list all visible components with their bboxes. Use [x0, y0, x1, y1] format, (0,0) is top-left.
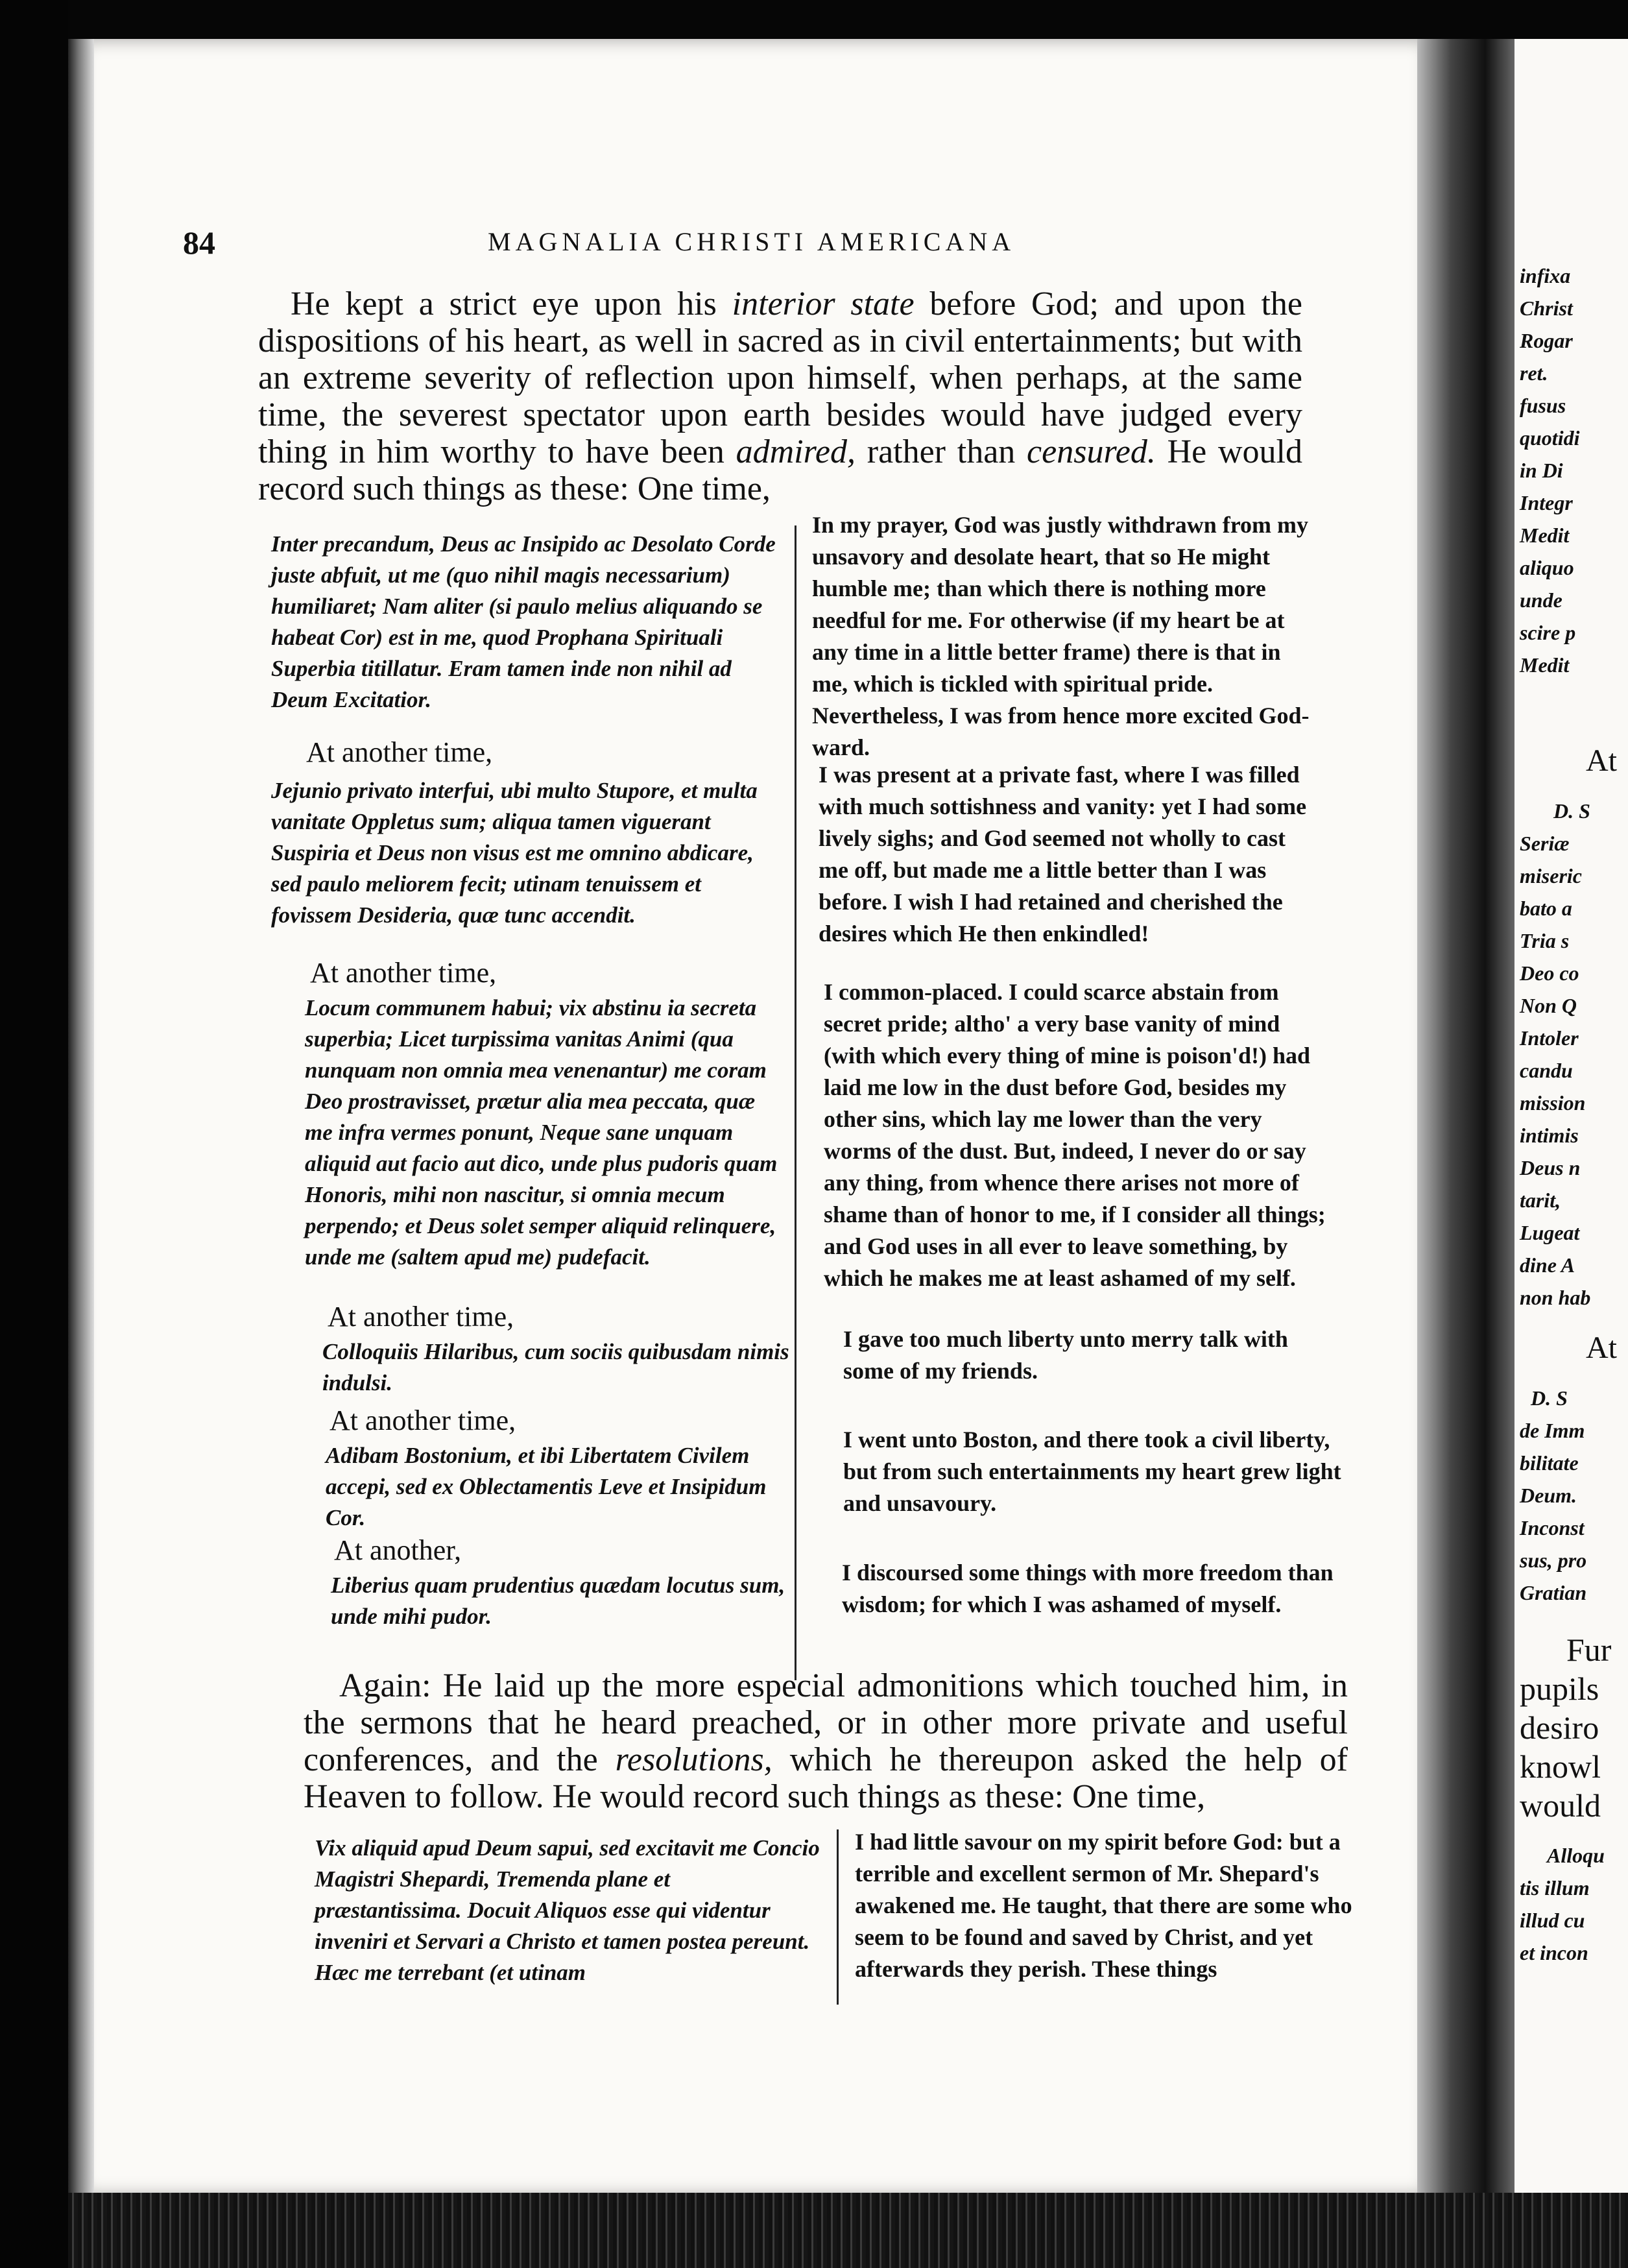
- facing-line: scire p: [1520, 621, 1576, 644]
- facing-line: Deus n: [1520, 1156, 1581, 1179]
- facing-line: tarit,: [1520, 1188, 1561, 1212]
- english-entry-final: I had little savour on my spirit before God: but a terrible and excellent sermon of Mr. Shepard's awakened me. He taught, that there are some who seem to be found and saved by Christ, and yet afterwards they perish. These things: [855, 1829, 1352, 1982]
- facing-line: unde: [1520, 588, 1562, 612]
- english-entry-4: I gave too much liberty unto merry talk with some of my friends.: [843, 1326, 1288, 1384]
- facing-line: Intoler: [1520, 1026, 1579, 1050]
- latin-entry-2: Jejunio privato interfui, ubi multo Stupore, et multa vanitate Oppletus sum; aliqua tamen viguerant Suspiria et Deus non visus est me omnino abdicare, sed paulo meliorem fecit; utinam tenuissem et fovissem Desideria, quæ tunc accendit.: [271, 778, 758, 928]
- facing-line: Deum.: [1520, 1484, 1577, 1507]
- column-divider-lower: [837, 1829, 839, 2005]
- facing-prose-line: desiro: [1520, 1709, 1599, 1746]
- again-paragraph: [304, 1667, 1348, 1815]
- again-text-2: which he thereupon asked the help of Heaven to follow. He would record such things as these: One time,: [304, 1741, 1348, 1815]
- at-another-time-2: At another time,: [310, 957, 497, 989]
- intro-emph-admired: admired,: [736, 433, 856, 470]
- facing-line: candu: [1520, 1059, 1573, 1082]
- facing-line: ret.: [1520, 361, 1548, 385]
- page-number: 84: [183, 224, 215, 261]
- facing-line: tis illum: [1520, 1876, 1590, 1900]
- at-another-4: At another,: [334, 1534, 462, 1566]
- facing-prose-line: pupils: [1520, 1671, 1599, 1707]
- facing-line: quotidi: [1520, 426, 1580, 450]
- facing-line: intimis: [1520, 1124, 1579, 1147]
- intro-emph-censured: censured.: [1027, 433, 1156, 470]
- facing-line: Medit: [1520, 653, 1570, 677]
- facing-line: Seriæ: [1520, 832, 1570, 855]
- facing-line: Integr: [1520, 491, 1573, 514]
- facing-line: Alloqu: [1547, 1844, 1605, 1867]
- intro-emph-interior-state: interior state: [732, 285, 915, 322]
- english-entry-3: I common-placed. I could scarce abstain from secret pride; altho' a very base vanity of mind (with which every thing of mine is poison'd!) had laid me low in the dust before God, besides my other sins, which lay me lower than the very worms of the dust. But, indeed, I never do or say any thing, from whence there arises not more of shame than of honor to me, if I consider all things; and God uses in all ever to leave something, by which he makes me at least ashamed of my self.: [824, 979, 1326, 1291]
- facing-line: Rogar: [1520, 329, 1573, 352]
- facing-line: Christ: [1520, 296, 1573, 320]
- at-another-time-3: At another time,: [328, 1301, 514, 1333]
- facing-line: Inconst: [1520, 1516, 1585, 1539]
- facing-prose-line: Fur: [1566, 1632, 1612, 1668]
- english-entry-6: I discoursed some things with more freedom than wisdom; for which I was ashamed of myself.: [842, 1560, 1334, 1617]
- english-entry-1: In my prayer, God was justly withdrawn from my unsavory and desolate heart, that so He might humble me; than which there is nothing more needful for me. For otherwise (if my heart be at any time in a little better frame) there is that in me, which is tickled with spiritual pride. Nevertheless, I was from hence more excited God-ward.: [812, 512, 1310, 760]
- facing-line: aliquo: [1520, 556, 1574, 579]
- intro-text-2: before God; and upon the dispositions of his heart, as well in sacred as in civil entertainments; but with an extreme severity of reflection upon himself, when perhaps, at the same time, the severest spectator upon earth besides would have judged every thing in him worthy to have been: [258, 285, 1303, 470]
- english-entry-2: I was present at a private fast, where I was filled with much sottishness and vanity: yet I had some lively sighs; and God seemed not wholly to cast me off, but made me a little better than I was before. I wish I had retained and cherished the desires which He then enkindled!: [819, 762, 1307, 947]
- facing-line: mission: [1520, 1091, 1586, 1115]
- latin-entry-6: Liberius quam prudentius quædam locutus sum, unde mihi pudor.: [331, 1573, 785, 1629]
- facing-line: in Di: [1520, 459, 1563, 482]
- facing-page-85: [1514, 39, 1628, 2199]
- facing-line: sus, pro: [1520, 1549, 1587, 1572]
- page-edge-shadow: [68, 39, 94, 2196]
- latin-entry-5: Adibam Bostonium, et ibi Libertatem Civilem accepi, sed ex Oblectamentis Leve et Insipidum Cor.: [326, 1443, 767, 1530]
- intro-text-3: rather than: [856, 433, 1027, 470]
- facing-line: infixa: [1520, 264, 1571, 287]
- latin-entry-1: Inter precandum, Deus ac Insipido ac Desolato Corde juste abfuit, ut me (quo nihil magis necessarium) humiliaret; Nam aliter (si paulo melius aliquando se habeat Cor) est in me, quod Prophana Spirituali Superbia titillatur. Eram tamen inde non nihil ad Deum Excitatior.: [271, 531, 776, 712]
- page-header: [183, 224, 1324, 276]
- at-another-time-4: At another time,: [329, 1405, 516, 1436]
- facing-line: dine A: [1520, 1253, 1575, 1277]
- facing-line: Gratian: [1520, 1581, 1587, 1604]
- facing-line: illud cu: [1520, 1909, 1585, 1932]
- facing-line: Medit: [1520, 524, 1570, 547]
- latin-entry-3: Locum communem habui; vix abstinu ia secreta superbia; Licet turpissima vanitas Animi (qua nunquam non omnia mea venenantur) me coram Deo prostravisset, prætur alia mea peccata, quæ me infra vermes ponunt, Neque sane unquam aliquid aut facio aut dico, unde plus pudoris quam Honoris, mihi non nascitur, si omnia mecum perpendo; et Deus solet semper aliquid relinquere, unde me (saltem apud me) pudefacit.: [305, 995, 778, 1270]
- intro-text-4: He would record such things as these: One time,: [258, 433, 1302, 507]
- facing-line: et incon: [1520, 1941, 1588, 1964]
- facing-line: D. S: [1553, 799, 1590, 823]
- facing-line: de Imm: [1520, 1419, 1585, 1442]
- facing-line: D. S: [1531, 1386, 1568, 1410]
- facing-line: Non Q: [1520, 994, 1577, 1017]
- facing-line: fusus: [1520, 394, 1566, 417]
- facing-line: bato a: [1520, 897, 1572, 920]
- facing-at-2: At: [1586, 1331, 1617, 1365]
- latin-entry-final: Vix aliquid apud Deum sapui, sed excitavit me Concio Magistri Shepardi, Tremenda plane et præstantissima. Docuit Aliquos esse qui videntur inveniri et Servari a Christo et tamen postea pereunt. Hæc me terrebant (et utinam: [315, 1835, 820, 1985]
- at-another-time-1: At another time,: [306, 736, 493, 768]
- facing-line: Lugeat: [1520, 1221, 1580, 1244]
- latin-entry-4: Colloquiis Hilaribus, cum sociis quibusdam nimis indulsi.: [322, 1339, 789, 1395]
- english-entry-5: I went unto Boston, and there took a civil liberty, but from such entertainments my heart grew light and unsavoury.: [843, 1427, 1341, 1516]
- book-gutter: [1417, 39, 1514, 2268]
- scan-border-bottom: [68, 2193, 1628, 2268]
- running-title: MAGNALIA CHRISTI AMERICANA: [488, 227, 1016, 256]
- again-emph-resolutions: resolutions,: [615, 1741, 772, 1778]
- again-text-1: Again: He laid up the more especial admonitions which touched him, in the sermons that he heard preached, or in other more private and useful conferences, and the: [304, 1667, 1348, 1778]
- intro-paragraph: [258, 285, 1302, 507]
- facing-prose-line: knowl: [1520, 1748, 1601, 1785]
- facing-line: bilitate: [1520, 1451, 1579, 1475]
- facing-line: Deo co: [1520, 961, 1579, 985]
- scan-border-left: [0, 0, 68, 2268]
- facing-at-1: At: [1586, 743, 1617, 778]
- facing-line: Tria s: [1520, 929, 1570, 952]
- facing-line: non hab: [1520, 1286, 1591, 1309]
- intro-text-1: He kept a strict eye upon his: [291, 285, 732, 322]
- facing-prose-line: would: [1520, 1787, 1601, 1824]
- facing-line: miseric: [1520, 864, 1582, 887]
